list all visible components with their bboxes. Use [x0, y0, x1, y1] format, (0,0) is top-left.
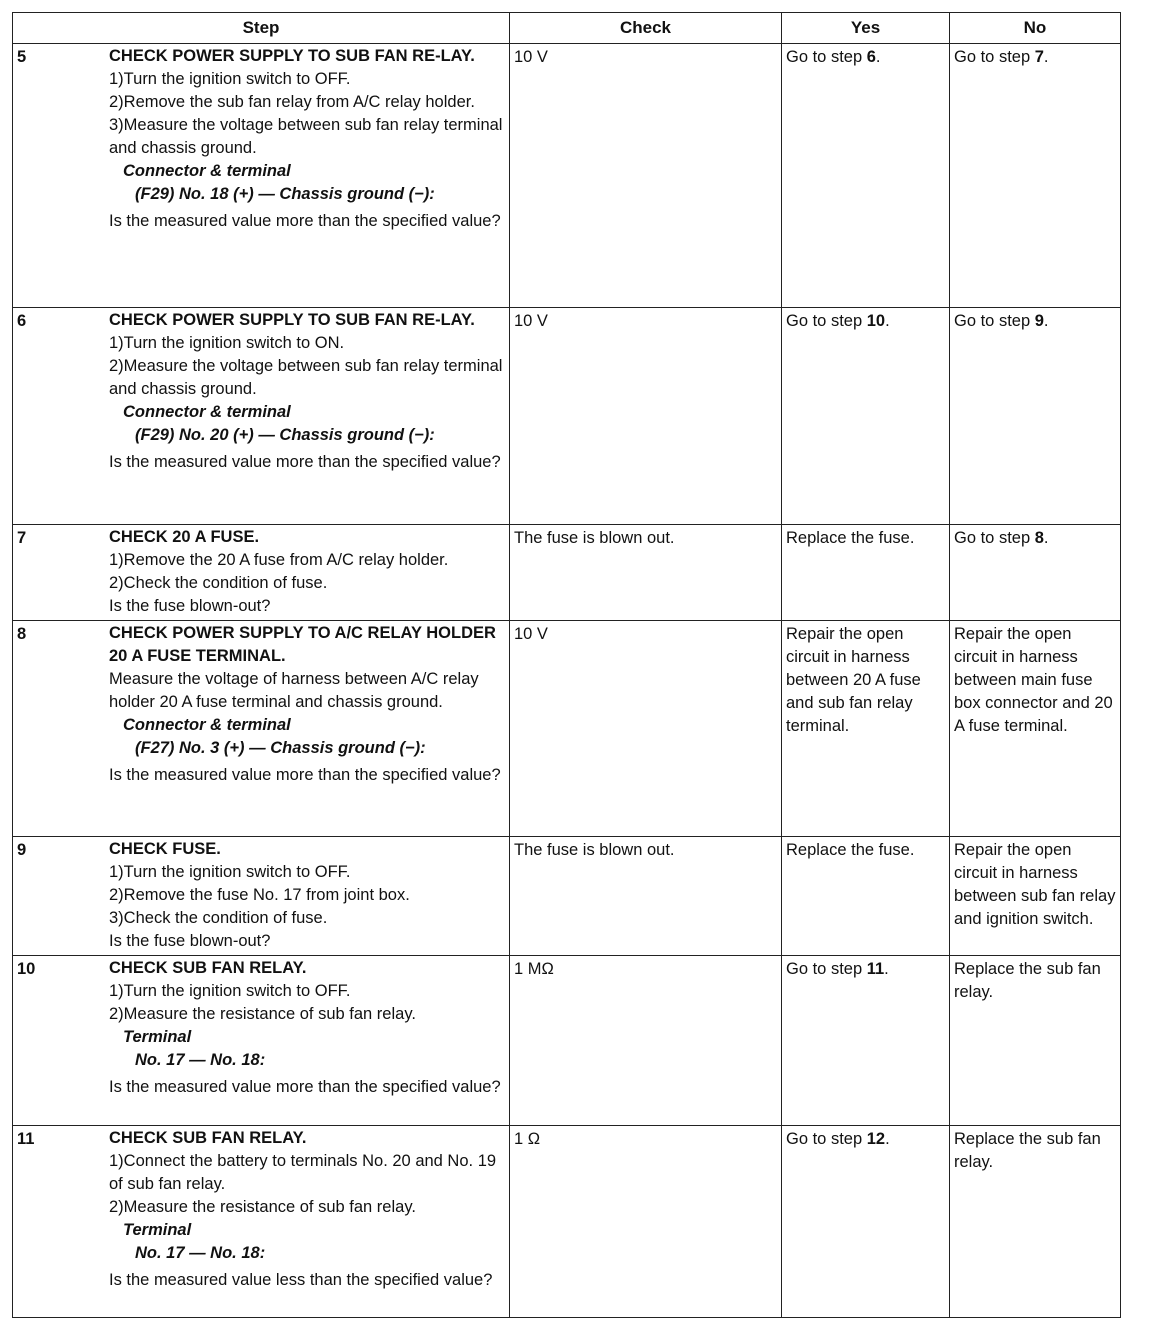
no-step-number: 8	[1034, 529, 1044, 547]
connector-label: Connector & terminal	[123, 403, 291, 421]
diagnostic-table	[12, 12, 1121, 1318]
yes-cell	[782, 44, 950, 308]
step-question: Is the measured value less than the specified value?	[109, 1271, 493, 1289]
step-question: Is the measured value more than the specified value?	[109, 453, 501, 471]
no-step-number: 7	[1034, 48, 1044, 66]
table-row	[13, 837, 1121, 956]
check-value: 1 Ω	[514, 1130, 541, 1148]
step-question: Is the measured value more than the specified value?	[109, 1078, 501, 1096]
no-text: Replace the sub fan relay.	[954, 960, 1101, 1001]
yes-cell	[782, 956, 950, 1126]
table-row	[13, 956, 1121, 1126]
yes-text: Go to step	[786, 960, 867, 978]
no-text: Go to step	[954, 48, 1035, 66]
header-no: No	[950, 13, 1121, 44]
connector-terminal: No. 17 — No. 18:	[135, 1244, 266, 1262]
yes-step-number: 10	[866, 312, 886, 330]
step-number: 11	[17, 1130, 35, 1148]
connector-terminal: (F29) No. 20 (+) — Chassis ground (−):	[135, 426, 435, 444]
check-cell	[510, 837, 782, 956]
yes-step-number: 12	[866, 1130, 886, 1148]
step-number: 9	[17, 841, 27, 859]
yes-cell	[782, 308, 950, 525]
header-yes: Yes	[782, 13, 950, 44]
step-cell	[13, 308, 510, 525]
no-cell	[950, 525, 1121, 621]
check-value: The fuse is blown out.	[514, 841, 675, 859]
check-cell	[510, 525, 782, 621]
step-title: CHECK POWER SUPPLY TO A/C RELAY HOLDER 20 A FUSE TERMINAL.	[109, 624, 496, 665]
step-title: CHECK 20 A FUSE.	[109, 528, 260, 546]
step-instruction: 2)Remove the sub fan relay from A/C relay holder.	[109, 93, 475, 111]
yes-text: Replace the fuse.	[786, 841, 915, 859]
yes-text: Replace the fuse.	[786, 529, 915, 547]
yes-text: Go to step	[786, 48, 867, 66]
check-cell	[510, 621, 782, 837]
no-cell	[950, 621, 1121, 837]
no-cell	[950, 837, 1121, 956]
step-instruction: 2)Remove the fuse No. 17 from joint box.	[109, 886, 410, 904]
step-cell	[13, 1126, 510, 1318]
step-number: 7	[17, 529, 27, 547]
header-row	[13, 13, 1121, 44]
check-cell	[510, 44, 782, 308]
step-question: Is the fuse blown-out?	[109, 597, 271, 615]
connector-terminal: (F27) No. 3 (+) — Chassis ground (−):	[135, 739, 426, 757]
yes-cell	[782, 621, 950, 837]
yes-tail: .	[875, 48, 881, 66]
table-row	[13, 1126, 1121, 1318]
step-instruction: 1)Turn the ignition switch to ON.	[109, 334, 345, 352]
connector-label: Connector & terminal	[123, 162, 291, 180]
step-cell	[13, 525, 510, 621]
yes-tail: .	[885, 1130, 890, 1148]
no-text: Replace the sub fan relay.	[954, 1130, 1101, 1171]
yes-cell	[782, 525, 950, 621]
no-tail: .	[1043, 529, 1049, 547]
step-instruction: 2)Measure the resistance of sub fan relay.	[109, 1005, 416, 1023]
yes-tail: .	[885, 312, 890, 330]
step-instruction: 1)Turn the ignition switch to OFF.	[109, 70, 351, 88]
yes-cell	[782, 837, 950, 956]
no-cell	[950, 1126, 1121, 1318]
step-number: 8	[17, 625, 27, 643]
no-text: Repair the open circuit in harness between main fuse box connector and 20 A fuse terminal.	[954, 625, 1113, 735]
step-title: CHECK POWER SUPPLY TO SUB FAN RE-LAY.	[109, 47, 475, 65]
check-value: 1 MΩ	[514, 960, 554, 978]
yes-step-number: 6	[866, 48, 876, 66]
step-instruction: 2)Check the condition of fuse.	[109, 574, 328, 592]
step-number: 6	[17, 312, 27, 330]
no-tail: .	[1043, 312, 1049, 330]
connector-label: Connector & terminal	[123, 716, 291, 734]
step-question: Is the measured value more than the specified value?	[109, 766, 501, 784]
table-row	[13, 525, 1121, 621]
step-cell	[13, 837, 510, 956]
step-title: CHECK POWER SUPPLY TO SUB FAN RE-LAY.	[109, 311, 475, 329]
check-cell	[510, 1126, 782, 1318]
no-text: Go to step	[954, 312, 1035, 330]
table-row	[13, 44, 1121, 308]
yes-tail: .	[884, 960, 889, 978]
connector-label: Terminal	[123, 1028, 192, 1046]
check-value: 10 V	[514, 625, 548, 643]
no-text: Repair the open circuit in harness between sub fan relay and ignition switch.	[954, 841, 1116, 928]
no-text: Go to step	[954, 529, 1035, 547]
header-step: Step	[13, 13, 510, 44]
step-cell	[13, 44, 510, 308]
check-cell	[510, 308, 782, 525]
step-instruction: 2)Measure the resistance of sub fan relay.	[109, 1198, 416, 1216]
yes-step-number: 11	[866, 960, 885, 978]
yes-cell	[782, 1126, 950, 1318]
step-number: 10	[17, 960, 36, 978]
table-row	[13, 621, 1121, 837]
connector-terminal: (F29) No. 18 (+) — Chassis ground (−):	[135, 185, 435, 203]
no-cell	[950, 956, 1121, 1126]
step-instruction: Measure the voltage of harness between A/C relay holder 20 A fuse terminal and chassis ground.	[109, 670, 479, 711]
connector-label: Terminal	[123, 1221, 192, 1239]
step-instruction: 3)Check the condition of fuse.	[109, 909, 328, 927]
check-value: The fuse is blown out.	[514, 529, 675, 547]
no-cell	[950, 308, 1121, 525]
check-value: 10 V	[514, 312, 548, 330]
yes-text: Repair the open circuit in harness between 20 A fuse and sub fan relay terminal.	[786, 625, 921, 735]
yes-text: Go to step	[786, 1130, 867, 1148]
step-number: 5	[17, 48, 27, 66]
step-question: Is the measured value more than the specified value?	[109, 212, 501, 230]
step-title: CHECK FUSE.	[109, 840, 221, 858]
check-value: 10 V	[514, 48, 548, 66]
table-row	[13, 308, 1121, 525]
step-instruction: 1)Remove the 20 A fuse from A/C relay holder.	[109, 551, 449, 569]
step-instruction: 1)Turn the ignition switch to OFF.	[109, 982, 351, 1000]
step-instruction: 3)Measure the voltage between sub fan relay terminal and chassis ground.	[109, 116, 503, 157]
step-question: Is the fuse blown-out?	[109, 932, 271, 950]
step-title: CHECK SUB FAN RELAY.	[109, 1129, 307, 1147]
connector-terminal: No. 17 — No. 18:	[135, 1051, 266, 1069]
step-instruction: 1)Turn the ignition switch to OFF.	[109, 863, 351, 881]
header-check: Check	[510, 13, 782, 44]
no-step-number: 9	[1034, 312, 1044, 330]
no-tail: .	[1043, 48, 1049, 66]
step-cell	[13, 956, 510, 1126]
step-instruction: 1)Connect the battery to terminals No. 20 and No. 19 of sub fan relay.	[109, 1152, 497, 1193]
step-cell	[13, 621, 510, 837]
no-cell	[950, 44, 1121, 308]
yes-text: Go to step	[786, 312, 867, 330]
step-title: CHECK SUB FAN RELAY.	[109, 959, 307, 977]
step-instruction: 2)Measure the voltage between sub fan relay terminal and chassis ground.	[109, 357, 503, 398]
check-cell	[510, 956, 782, 1126]
